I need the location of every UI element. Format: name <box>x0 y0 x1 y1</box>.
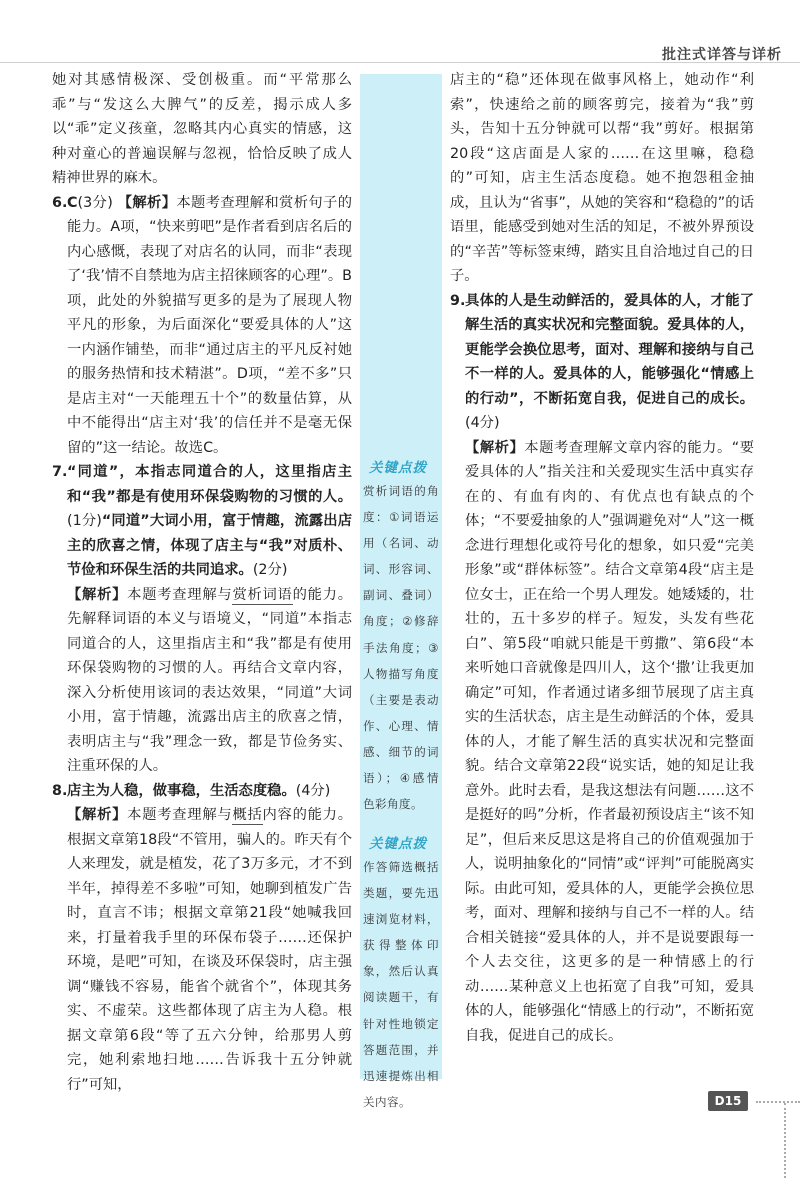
left-column <box>52 68 352 1097</box>
dotted-divider <box>756 1101 800 1103</box>
analysis-tag: 【解析】 <box>67 586 128 603</box>
question-number: 9. <box>450 292 466 309</box>
analysis-tag: 【解析】 <box>117 194 177 211</box>
underlined-keyword: 赏析词语 <box>232 586 293 603</box>
question-number: 6. <box>52 194 68 211</box>
question-7 <box>52 460 352 583</box>
question-9 <box>450 289 754 436</box>
tip-box-summary <box>360 834 442 1115</box>
answer-text: 店主为人稳，做事稳，生活态度稳。 <box>67 782 296 799</box>
analysis-text: 本题考查理解与 <box>127 807 233 823</box>
score: (3分) <box>77 194 113 211</box>
score: (1分) <box>67 513 102 529</box>
answer-text: 具体的人是生动鲜活的，爱具体的人，才能了解生活的真实状况和完整面貌。爱具体的人，更能学会换位思考，面对、理解和接纳与自己不一样的人。爱具体的人，能够强化“情感上的行动”，不断拓宽自我，促进自己的成长。 <box>465 292 754 407</box>
analysis-tag: 【解析】 <box>67 807 128 823</box>
analysis-text: 本题考查理解与 <box>127 586 233 603</box>
tip-text: 赏析词语的角度：①词语运用（名词、动词、形容词、副词、叠词）角度；②修辞手法角度；③人物描写角度（主要是表动作、心理、情感、细节的词语）；④感情色彩角度。 <box>363 484 439 812</box>
question-number: 8. <box>52 782 68 799</box>
question-6 <box>52 191 352 461</box>
header-title: 批注式详答与详析 <box>662 47 782 63</box>
tip-text: 作答筛选概括类题，要先迅速浏览材料，获得整体印象，然后认真阅读题干，有针对性地锁定答题范围，并迅速提炼出相关内容。 <box>363 860 439 1109</box>
analysis-text: 本题考查理解和赏析句子的能力。A项，“快来剪吧”是作者看到店名后的内心感慨，表现了对店名的认同，而非“表现了‘我’情不自禁地为店主招徕顾客的心理”。B项，此处的外貌描写更多的是为了展现人物平凡的形象，为后面深化“要爱具体的人”这一内涵作铺垫，而非“通过店主的平凡反衬她的服务热情和技术精湛”。D项，“差不多”只是店主对“一天能理五十个”的数量估算，从中不能得出“店主对‘我’的信任并不是毫无保留的”这一结论。故选C。 <box>67 194 353 456</box>
analysis-tag: 【解析】 <box>465 439 525 456</box>
question-7-analysis <box>52 583 352 779</box>
underlined-keyword: 概括 <box>232 807 263 823</box>
tip-title: 关键点拨 <box>369 460 427 476</box>
answer-letter: C <box>67 194 78 211</box>
page-number: D15 <box>708 1091 748 1111</box>
score: (2分) <box>252 562 288 578</box>
question-number: 7. <box>52 464 68 480</box>
tip-box-vocabulary <box>360 458 442 817</box>
question-9-analysis <box>450 436 754 1049</box>
answer-text: “同道”大词小用，富于情趣，流露出店主的欣喜之情，体现了店主与“我”对质朴、节俭和环保生活的共同追求。 <box>67 513 352 578</box>
dotted-divider <box>784 1103 786 1178</box>
analysis-text: 的能力。先解释词语的本义与语境义，“同道”本指志同道合的人，这里指店主和“我”都是有使用环保袋购物的习惯的人。再结合文章内容，深入分析使用该词的表达效果，“同道”大词小用，富于情趣，流露出店主的欣喜之情，表明店主与“我”理念一致，都是节俭务实、注重环保的人。 <box>67 586 353 774</box>
continued-paragraph: 店主的“稳”还体现在做事风格上，她动作“利索”，快速给之前的顾客剪完，接着为“我”剪头，告知十五分钟就可以帮“我”剪好。根据第20段“这店面是人家的……在这里嘛，稳稳的”可知，店主生活态度稳。她不抱怨租金抽成，且认为“省事”，从她的笑容和“稳稳的”的话语里，能感受到她对生活的知足，不被外界预设的“辛苦”等标签束缚，踏实且自洽地过自己的日子。 <box>450 72 754 284</box>
intro-paragraph: 她对其感情极深、受创极重。而“平常那么乖”与“发这么大脾气”的反差，揭示成人多以“乖”定义孩童，忽略其内心真实的情感，这种对童心的普遍误解与忽视，恰恰反映了成人精神世界的麻木。 <box>52 72 352 186</box>
answer-text: “同道”，本指志同道合的人，这里指店主和“我”都是有使用环保袋购物的习惯的人。 <box>67 464 352 505</box>
question-8 <box>52 779 352 804</box>
tip-title: 关键点拨 <box>369 836 427 852</box>
right-column <box>450 68 754 1048</box>
score: (4分) <box>465 415 500 431</box>
question-8-analysis <box>52 803 352 1097</box>
analysis-text: 内容的能力。根据文章第18段“不管用，骗人的。昨天有个人来理发，就是植发，花了3万多元，才不到半年，掉得差不多啦”可知，她聊到植发广告时，直言不讳；根据文章第21段“她喊我回来，打量着我手里的环保布袋子……还保护环境，是吧”可知，在谈及环保袋时，店主强调“赚钱不容易，能省个就省个”，体现其务实、不虚荣。这些都体现了店主为人稳。根据文章第6段“等了五六分钟，给那男人剪完，她利索地扫地……告诉我十五分钟就行”可知， <box>67 807 353 1093</box>
analysis-text: 本题考查理解文章内容的能力。“要爱具体的人”指关注和关爱现实生活中真实存在的、有血有肉的、有优点也有缺点的个体；“不要爱抽象的人”强调避免对“人”这一概念进行理想化或符号化的想象，如只爱“完美形象”或“群体标签”。结合文章第4段“店主是位女士，正在给一个男人理发。她矮矮的，壮壮的，五十多岁的样子。短发，头发有些花白”、第5段“咱就只能是干剪撒”、第6段“本来听她口音就像是四川人，这个‘撒’让我更加确定”可知，作者通过诸多细节展现了店主真实的生活状态，店主是生动鲜活的个体，爱具体的人，才能了解生活的真实状况和完整面貌。结合文章第22段“说实话，她的知足让我意外。此时去看，是我这想法有问题……这不是挺好的吗”分析，作者最初预设店主“该不知足”，但后来反思这是将自己的价值观强加于人，说明抽象化的“同情”或“评判”可能脱离实际。由此可知，爱具体的人，更能学会换位思考，面对、理解和接纳与自己不一样的人。结合相关链接“爱具体的人，并不是说要跟每一个人去交往，这更多的是一种情感上的行动……某种意义上也拓宽了自我”可知，爱具体的人，能够强化“情感上的行动”，不断拓宽自我，促进自己的成长。 <box>465 439 755 1044</box>
score: (4分) <box>295 782 331 799</box>
